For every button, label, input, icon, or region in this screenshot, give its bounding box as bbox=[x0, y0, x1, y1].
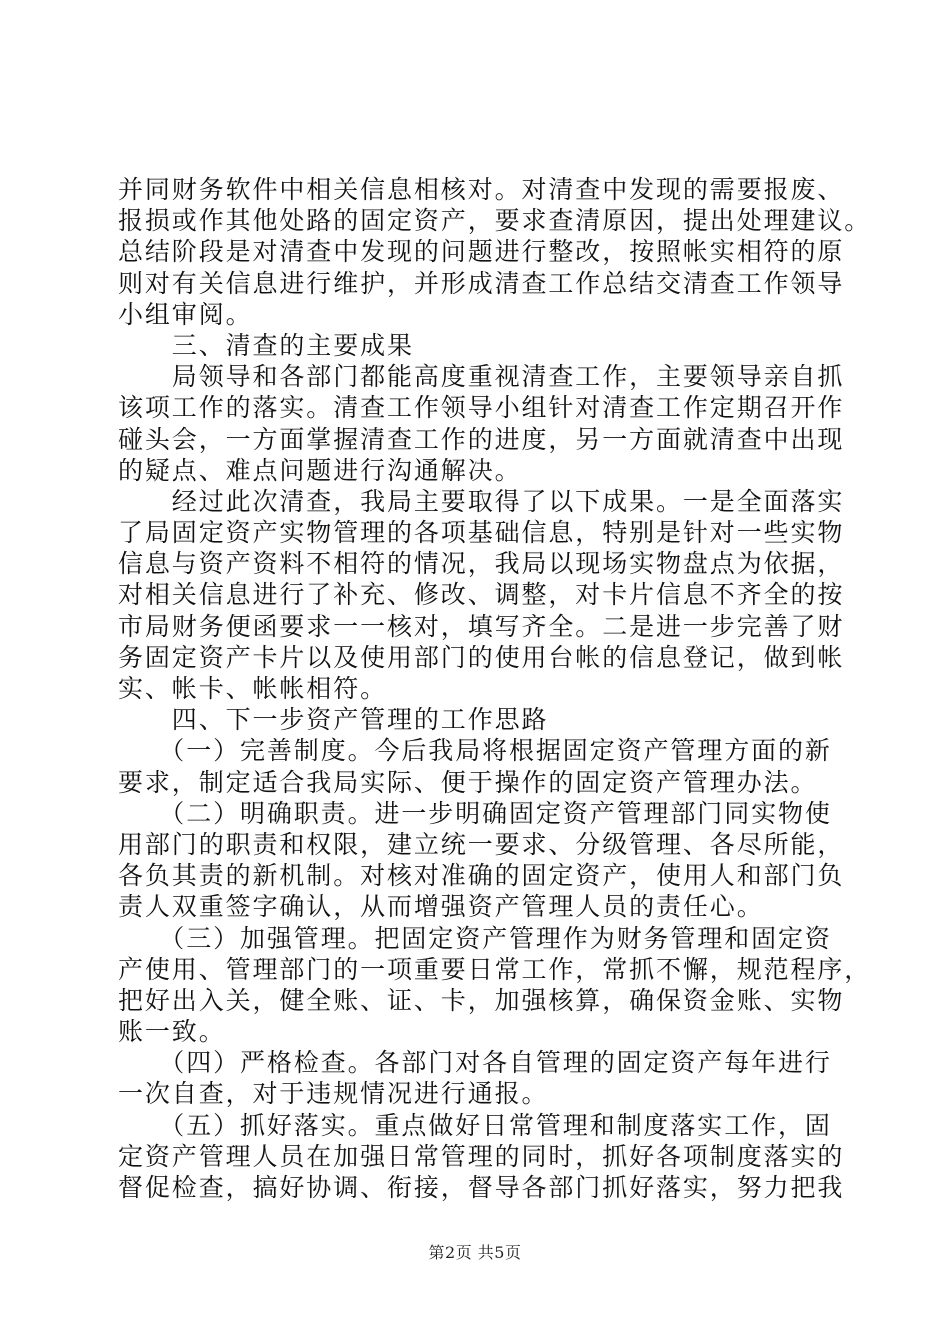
text-line: （四）严格检查。各部门对各自管理的固定资产每年进行 bbox=[118, 1048, 832, 1078]
text-line: 小组审阅。 bbox=[118, 299, 253, 329]
text-line: 各负其责的新机制。对核对准确的固定资产，使用人和部门负 bbox=[118, 861, 845, 891]
text-line: 定资产管理人员在加强日常管理的同时，抓好各项制度落实的 bbox=[118, 1141, 845, 1171]
text-line: 务固定资产卡片以及使用部门的使用台帐的信息登记，做到帐 bbox=[118, 642, 845, 672]
text-line: 该项工作的落实。清查工作领导小组针对清查工作定期召开作 bbox=[118, 393, 845, 423]
text-line: （二）明确职责。进一步明确固定资产管理部门同实物使 bbox=[118, 798, 832, 828]
text-line: 四、下一步资产管理的工作思路 bbox=[118, 705, 549, 735]
page-footer: 第2页 共5页 bbox=[428, 1243, 522, 1262]
text-line: 报损或作其他处路的固定资产，要求查清原因，提出处理建议。 bbox=[118, 206, 872, 236]
text-line: 产使用、管理部门的一项重要日常工作，常抓不懈，规范程序， bbox=[118, 954, 872, 984]
text-line: 用部门的职责和权限，建立统一要求、分级管理、各尽所能， bbox=[118, 829, 845, 859]
text-line: 把好出入关，健全账、证、卡，加强核算，确保资金账、实物 bbox=[118, 985, 845, 1015]
text-line: 经过此次清查，我局主要取得了以下成果。一是全面落实 bbox=[118, 486, 845, 516]
text-line: 局领导和各部门都能高度重视清查工作，主要领导亲自抓 bbox=[118, 362, 845, 392]
text-line: 对相关信息进行了补充、修改、调整，对卡片信息不齐全的按 bbox=[118, 580, 845, 610]
text-line: 要求，制定适合我局实际、便于操作的固定资产管理办法。 bbox=[118, 767, 818, 797]
text-line: 的疑点、难点问题进行沟通解决。 bbox=[118, 455, 522, 485]
text-line: （三）加强管理。把固定资产管理作为财务管理和固定资 bbox=[118, 923, 832, 953]
document-body bbox=[118, 174, 872, 1203]
text-line: （五）抓好落实。重点做好日常管理和制度落实工作，固 bbox=[118, 1110, 832, 1140]
text-line: 则对有关信息进行维护，并形成清查工作总结交清查工作领导 bbox=[118, 268, 845, 298]
text-line: 市局财务便函要求一一核对，填写齐全。二是进一步完善了财 bbox=[118, 611, 845, 641]
text-line: 实、帐卡、帐帐相符。 bbox=[118, 674, 388, 703]
text-line: 一次自查，对于违规情况进行通报。 bbox=[118, 1079, 549, 1109]
text-line: 了局固定资产实物管理的各项基础信息，特别是针对一些实物 bbox=[118, 518, 845, 548]
text-line: 账一致。 bbox=[118, 1017, 226, 1047]
text-line: 三、清查的主要成果 bbox=[118, 330, 414, 360]
text-line: 并同财务软件中相关信息相核对。对清查中发现的需要报废、 bbox=[118, 175, 845, 204]
text-line: 督促检查，搞好协调、衔接，督导各部门抓好落实，努力把我 bbox=[118, 1173, 845, 1202]
text-line: 总结阶段是对清查中发现的问题进行整改，按照帐实相符的原 bbox=[118, 237, 845, 267]
text-line: （一）完善制度。今后我局将根据固定资产管理方面的新 bbox=[118, 736, 832, 766]
text-line: 责人双重签字确认，从而增强资产管理人员的责任心。 bbox=[118, 892, 764, 922]
text-line: 信息与资产资料不相符的情况，我局以现场实物盘点为依据， bbox=[118, 549, 845, 579]
text-line: 碰头会，一方面掌握清查工作的进度，另一方面就清查中出现 bbox=[118, 424, 845, 454]
